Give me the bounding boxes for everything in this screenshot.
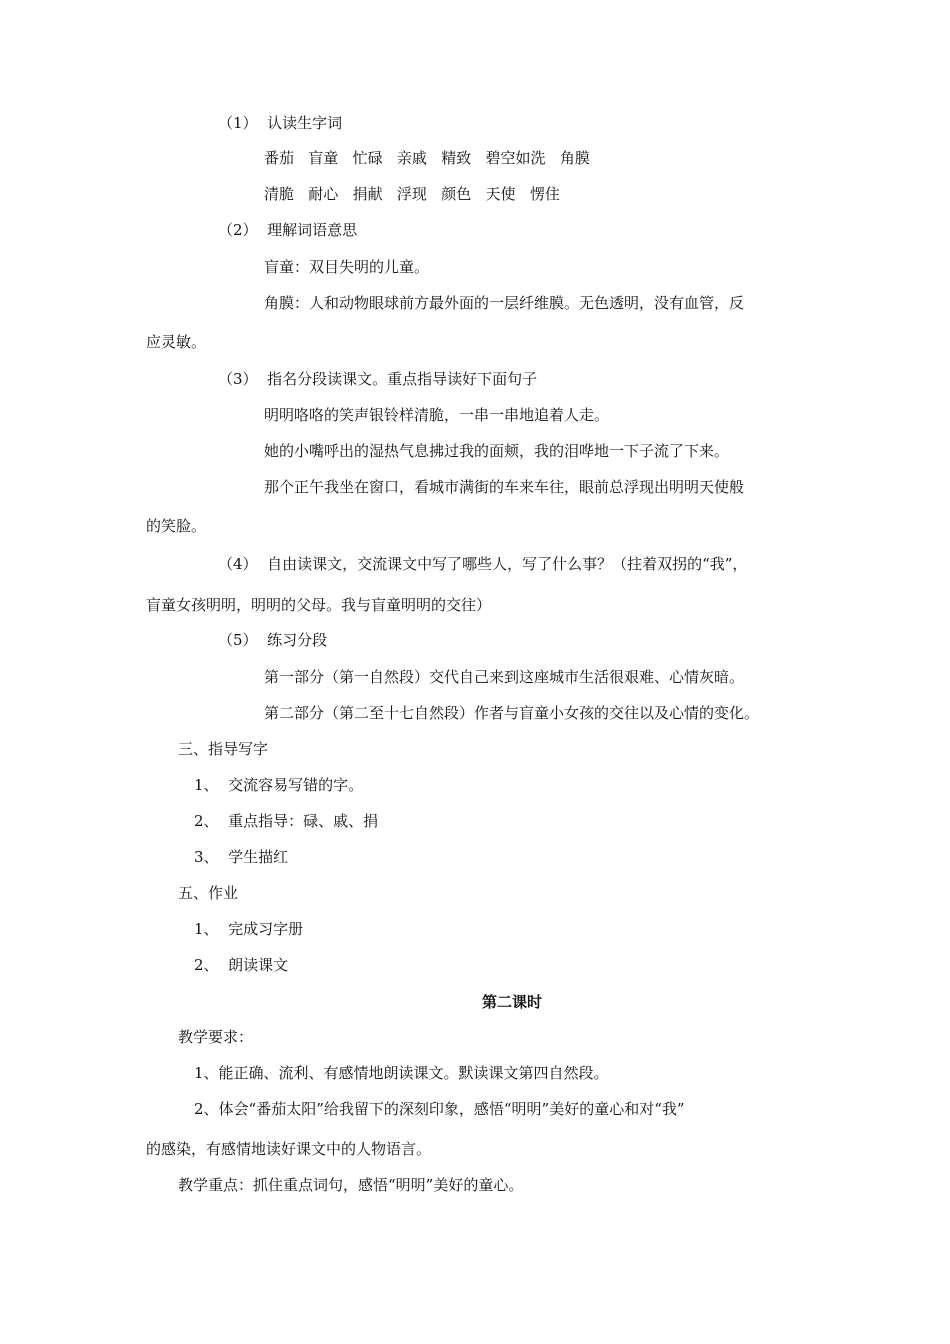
requirement-2: 2、体会“番茄太阳”给我留下的深刻印象，感悟“明明”美好的童心和对“我” [194,1100,685,1118]
item-3-heading: （3） 指名分段读课文。重点指导读好下面句子 [218,370,538,388]
requirement-2-continuation: 的感染，有感情地读好课文中的人物语言。 [146,1140,432,1158]
sentence-2: 她的小嘴呼出的湿热气息拂过我的面颊，我的泪哗地一下子流了下来。 [264,442,730,460]
item-4-continuation: 盲童女孩明明，明明的父母。我与盲童明明的交往） [146,596,492,614]
homework-step-2: 2、 朗读课文 [194,956,289,974]
word-list-row-1: 番茄 盲童 忙碌 亲戚 精致 碧空如洗 角膜 [264,149,590,167]
item-2-heading: （2） 理解词语意思 [218,221,358,239]
item-4-heading: （4） 自由读课文，交流课文中写了哪些人，写了什么事？（拄着双拐的“我”， [218,555,748,573]
requirement-1: 1、能正确、流利、有感情地朗读课文。默读课文第四自然段。 [194,1064,609,1082]
lesson-2-title: 第二课时 [482,993,543,1011]
teaching-requirements-heading: 教学要求： [178,1028,254,1046]
writing-step-2: 2、 重点指导：碌、戚、捐 [194,812,379,830]
sentence-3: 那个正午我坐在窗口，看城市满街的车来车往，眼前总浮现出明明天使般 [264,478,745,496]
writing-step-1: 1、 交流容易写错的字。 [194,776,364,794]
section-part-2: 第二部分（第二至十七自然段）作者与盲童小女孩的交往以及心情的变化。 [264,704,760,722]
sentence-1: 明明咯咯的笑声银铃样清脆，一串一串地追着人走。 [264,406,610,424]
item-1-heading: （1） 认读生字词 [218,114,343,132]
definition-2-continuation: 应灵敏。 [146,333,207,351]
section-heading-homework: 五、作业 [178,884,239,902]
definition-2: 角膜：人和动物眼球前方最外面的一层纤维膜。无色透明，没有血管，反 [264,294,745,312]
teaching-focus: 教学重点：抓住重点词句，感悟“明明”美好的童心。 [178,1176,524,1194]
word-list-row-2: 清脆 耐心 捐献 浮现 颜色 天使 愣住 [264,185,560,203]
item-5-heading: （5） 练习分段 [218,631,328,649]
section-part-1: 第一部分（第一自然段）交代自己来到这座城市生活很艰难、心情灰暗。 [264,668,745,686]
writing-step-3: 3、 学生描红 [194,848,289,866]
homework-step-1: 1、 完成习字册 [194,920,304,938]
definition-1: 盲童：双目失明的儿童。 [264,258,430,276]
section-heading-writing: 三、指导写字 [178,740,269,758]
sentence-3-continuation: 的笑脸。 [146,517,207,535]
